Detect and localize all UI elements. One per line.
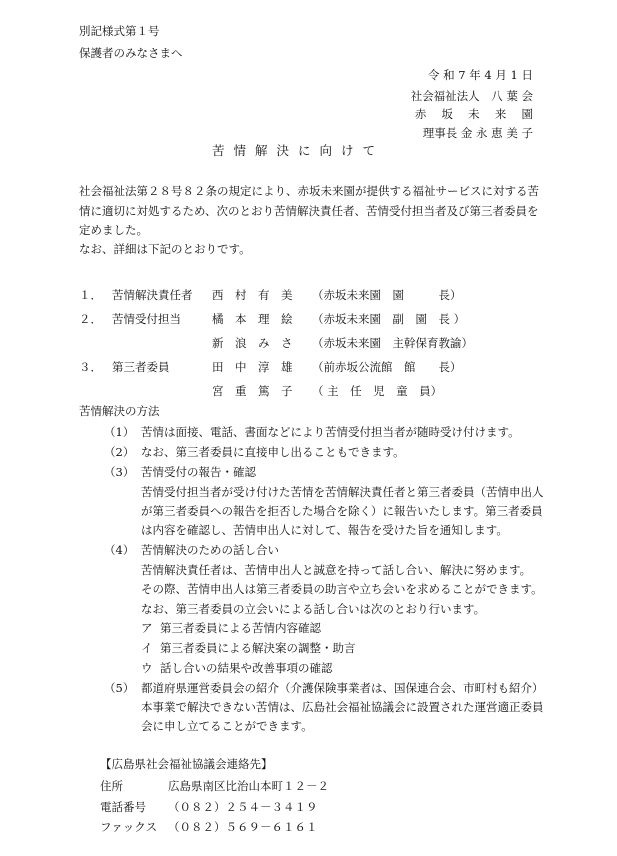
sub-item-mark: ウ: [141, 661, 153, 675]
role-title: 苦情解決責任者: [112, 288, 193, 302]
contact-heading: 【広島県社会福祉協議会連絡先】: [100, 757, 273, 771]
recipient-line: 保護者のみなさまへ: [79, 46, 183, 60]
method-item-number: （1）: [104, 425, 135, 439]
method-item-body: 苦情解決責任者は、苦情申出人と誠意を持って話し合い、解決に努めます。: [141, 563, 532, 577]
sub-item-text: 第三者委員による苦情内容確認: [160, 621, 321, 635]
role-title: 第三者委員: [112, 360, 170, 374]
intro-line: 定めました。: [79, 223, 148, 237]
sub-item-text: 話し合いの結果や改善事項の確認: [160, 661, 333, 675]
page-title: 苦情解決に向けて: [212, 143, 385, 158]
role-number: ３．: [79, 360, 102, 374]
method-item-text: なお、第三者委員に直接申し出ることもできます。: [141, 445, 405, 459]
intro-line: 社会福祉法第２８号８２条の規定により、赤坂未来園が提供する福祉サービスに対する苦: [79, 184, 539, 198]
chairman-line: 理事長 金 永 恵 美 子: [422, 126, 533, 140]
method-item-body: が第三者委員への報告を拒否した場合を除く）に報告いたします。第三者委員: [141, 504, 543, 518]
role-number: １．: [79, 288, 102, 302]
method-item-body: 苦情受付担当者が受け付けた苦情を苦情解決責任者と第三者委員（苦情申出人: [141, 485, 544, 499]
method-item-body: なお、第三者委員の立会いによる話し合いは次のとおり行います。: [141, 602, 486, 616]
intro-line: なお、詳細は下記のとおりです。: [79, 242, 251, 256]
role-person-position: （赤坂未来園 主幹保育教諭）: [312, 336, 473, 350]
method-item-text: 苦情は面接、電話、書面などにより苦情受付担当者が随時受け付けます。: [141, 425, 520, 439]
sub-item-mark: ア: [141, 621, 153, 635]
method-item-text: 苦情受付の報告・確認: [141, 465, 256, 479]
contact-value-address: 広島県南区比治山本町１２－２: [168, 779, 329, 793]
role-person-name: 田 中 淳 雄: [212, 360, 293, 374]
sub-item-mark: イ: [141, 641, 153, 655]
method-item-number: （2）: [104, 445, 135, 459]
intro-line: 情に適切に対処するため、次のとおり苦情解決責任者、苦情受付担当者及び第三者委員を: [79, 204, 539, 218]
method-item-text: 苦情解決のための話し合い: [141, 543, 279, 557]
role-title: 苦情受付担当: [112, 312, 181, 326]
role-person-name: 宮 重 篤 子: [212, 384, 293, 398]
role-person-position: （ 主 任 児 童 員）: [312, 384, 443, 398]
method-item-body: は内容を確認し、苦情申出人に対して、報告を受けた旨を通知します。: [141, 523, 508, 537]
method-heading: 苦情解決の方法: [79, 404, 160, 418]
method-item-number: （3）: [104, 465, 135, 479]
contact-label-fax: ファックス: [100, 820, 158, 834]
role-number: ２．: [79, 312, 102, 326]
sub-item-text: 第三者委員による解決案の調整・助言: [160, 641, 356, 655]
role-person-position: （前赤坂公流館 館 長）: [312, 360, 462, 374]
role-person-position: （赤坂未来園 園 長）: [312, 288, 462, 302]
method-item-number: （5）: [104, 681, 135, 695]
method-item-body: その際、苦情申出人は第三者委員の助言や立ち会いを求めることができます。: [141, 582, 543, 596]
method-item-text: 都道府県運営委員会の紹介（介護保険事業者は、国保連合会、市町村も紹介）: [141, 681, 544, 695]
role-person-name: 橘 本 理 絵: [212, 312, 293, 326]
form-label: 別記様式第１号: [79, 24, 160, 38]
role-person-name: 西 村 有 美: [212, 288, 293, 302]
method-item-number: （4）: [104, 543, 135, 557]
role-person-name: 新 浪 み さ: [212, 336, 293, 350]
date-line: 令 和 7 年 4 月 1 日: [427, 68, 533, 82]
method-item-body: 会に申し立てることができます。: [141, 719, 313, 733]
contact-label-address: 住所: [100, 779, 123, 793]
contact-value-phone: （０８２）２５４－３４１９: [168, 800, 318, 814]
contact-value-fax: （０８２）５６９－６１６１: [168, 820, 318, 834]
corporation-line: 社会福祉法人 八 葉 会: [410, 89, 533, 103]
role-person-position: （赤坂未来園 副 園 長 ）: [312, 312, 466, 326]
method-item-body: 本事業で解決できない苦情は、広島社会福祉協議会に設置された運営適正委員: [141, 700, 544, 714]
contact-label-phone: 電話番号: [100, 800, 146, 814]
facility-line: 赤 坂 未 来 園: [414, 107, 533, 121]
